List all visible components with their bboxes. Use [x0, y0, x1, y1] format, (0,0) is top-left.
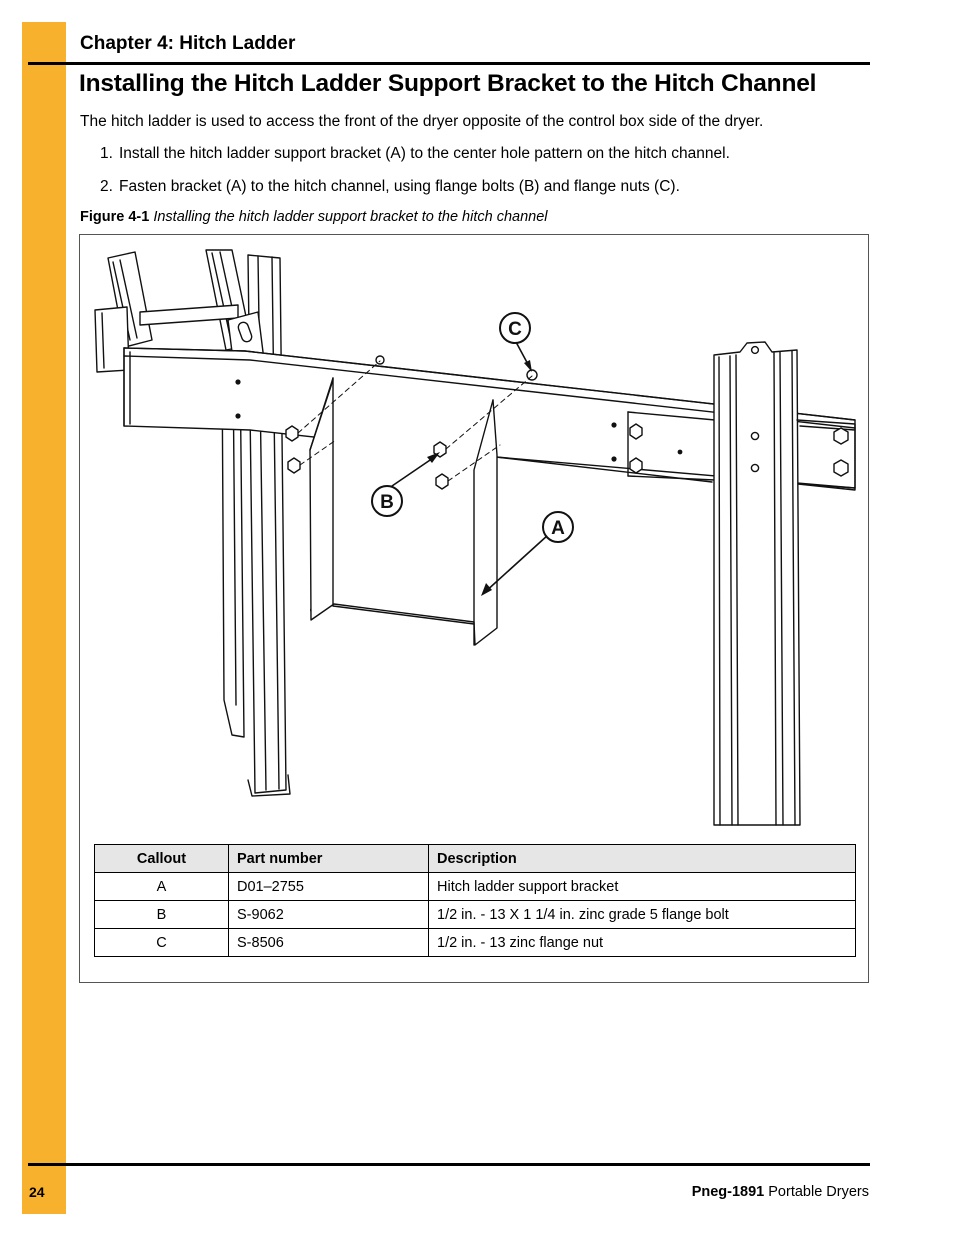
chapter-heading: Chapter 4: Hitch Ladder — [80, 33, 296, 54]
callout-b-label: B — [380, 492, 394, 513]
doc-number: Pneg-1891 — [691, 1184, 765, 1200]
table-header-row — [95, 845, 856, 873]
step-number: 2. — [100, 178, 113, 195]
table-cell: C — [95, 929, 229, 957]
table-cell: S-8506 — [229, 929, 429, 957]
section-title: Installing the Hitch Ladder Support Bracket to the Hitch Channel — [79, 70, 817, 97]
step-text: Install the hitch ladder support bracket (A) to the center hole pattern on the hitch channel. — [119, 145, 730, 162]
callout-a — [543, 512, 573, 542]
footer-rule — [28, 1163, 870, 1166]
figure-caption-text: Installing the hitch ladder support bracket to the hitch channel — [153, 209, 548, 225]
table-cell: 1/2 in. - 13 X 1 1/4 in. zinc grade 5 flange bolt — [429, 901, 856, 929]
table-cell: S-9062 — [229, 901, 429, 929]
table-header: Part number — [229, 845, 429, 873]
callout-c — [500, 313, 530, 343]
product-name: Portable Dryers — [768, 1184, 869, 1200]
table-cell: A — [95, 873, 229, 901]
figure-label: Figure 4-1 — [80, 209, 150, 225]
table-cell: Hitch ladder support bracket — [429, 873, 856, 901]
table-header: Callout — [95, 845, 229, 873]
table-cell: B — [95, 901, 229, 929]
table-row — [95, 901, 856, 929]
footer-doc-title — [692, 1184, 869, 1200]
step-text: Fasten bracket (A) to the hitch channel, using flange bolts (B) and flange nuts (C). — [119, 178, 680, 195]
table-cell: D01–2755 — [229, 873, 429, 901]
table-cell: 1/2 in. - 13 zinc flange nut — [429, 929, 856, 957]
parts-table — [94, 844, 856, 957]
table-row — [95, 873, 856, 901]
callout-b — [372, 486, 402, 516]
callout-c-label: C — [508, 319, 522, 340]
upright-post — [714, 342, 855, 825]
table-header: Description — [429, 845, 856, 873]
table-row — [95, 929, 856, 957]
callout-a-label: A — [551, 518, 565, 539]
step-number: 1. — [100, 145, 113, 162]
support-bracket — [310, 378, 497, 645]
page-number: 24 — [29, 1184, 45, 1200]
intro-paragraph: The hitch ladder is used to access the front of the dryer opposite of the control box side of the dryer. — [80, 113, 764, 130]
